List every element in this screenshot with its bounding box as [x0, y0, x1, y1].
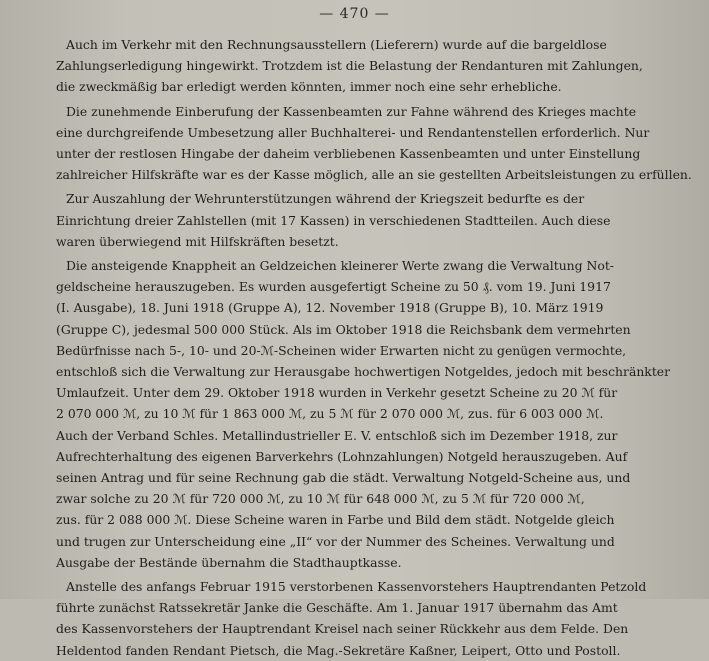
text-line: unter der restlosen Hingabe der daheim verbliebenen Kassenbeamten und unter Einstellung [56, 146, 641, 162]
text-line: Aufrechterhaltung des eigenen Barverkehrs (Lohnzahlungen) Notgeld herauszugeben. Auf [56, 448, 628, 464]
text-line: Heldentod fanden Rendant Pietsch, die Mag.-Sekretäre Kaßner, Leipert, Otto und Postoll. [56, 642, 621, 658]
text-line: führte zunächst Ratssekretär Janke die Geschäfte. Am 1. Januar 1917 übernahm das Amt [56, 600, 618, 616]
text-line: Die zunehmende Einberufung der Kassenbeamten zur Fahne während des Krieges machte [66, 103, 637, 119]
paragraph-emergency-money [56, 255, 704, 573]
text-line: die zweckmäßig bar erledigt werden könnten, immer noch eine sehr erhebliche. [56, 79, 562, 95]
text-line: entschloß sich die Verwaltung zur Herausgabe hochwertigen Notgeldes, jedoch mit beschränkter [56, 364, 671, 380]
text-line: waren überwiegend mit Hilfskräften besetzt. [56, 233, 339, 249]
text-line: des Kassenvorstehers der Hauptrendant Kreisel nach seiner Rückkehr aus dem Felde. Den [56, 621, 629, 637]
paragraph-cashless-payment [56, 34, 704, 98]
paragraph-pay-offices [56, 188, 704, 252]
paragraph-personnel [56, 576, 704, 661]
text-line: eine durchgreifende Umbesetzung aller Buchhalterei- und Rendantenstellen erforderlich. Nur [56, 124, 650, 140]
text-line: geldscheine herauszugeben. Es wurden ausgefertigt Scheine zu 50 ₰. vom 19. Juni 1917 [56, 279, 611, 295]
text-line: Auch der Verband Schles. Metallindustrieller E. V. entschloß sich im Dezember 1918, zur [56, 427, 618, 443]
paragraph-staffing [56, 101, 704, 186]
text-line: zus. für 2 088 000 ℳ. Diese Scheine waren in Farbe und Bild dem städt. Notgelde gleich [56, 512, 615, 528]
text-line: Zur Auszahlung der Wehrunterstützungen während der Kriegszeit bedurfte es der [66, 191, 585, 207]
text-line: zwar solche zu 20 ℳ für 720 000 ℳ, zu 10 ℳ für 648 000 ℳ, zu 5 ℳ für 720 000 ℳ, [56, 491, 585, 507]
text-line: zahlreicher Hilfskräfte war es der Kasse möglich, alle an sie gestellten Arbeitsleistungen zu erfüllen. [56, 167, 692, 183]
text-line: seinen Antrag und für seine Rechnung gab die städt. Verwaltung Notgeld-Scheine aus, und [56, 470, 631, 486]
body-text [56, 34, 704, 661]
text-line: 2 070 000 ℳ, zu 10 ℳ für 1 863 000 ℳ, zu 5 ℳ für 2 070 000 ℳ, zus. für 6 003 000 ℳ. [56, 406, 604, 422]
text-line: Zahlungserledigung hingewirkt. Trotzdem ist die Belastung der Rendanturen mit Zahlungen, [56, 58, 643, 74]
text-line: Auch im Verkehr mit den Rechnungsausstellern (Lieferern) wurde auf die bargeldlose [66, 37, 607, 52]
text-line: Einrichtung dreier Zahlstellen (mit 17 Kassen) in verschiedenen Stadtteilen. Auch diese [56, 212, 611, 228]
text-line: und trugen zur Unterscheidung eine „II“ vor der Nummer des Scheines. Verwaltung und [56, 533, 615, 549]
text-line: Bedürfnisse nach 5-, 10- und 20-ℳ-Scheinen wider Erwarten nicht zu genügen vermochte, [56, 342, 627, 358]
text-line: Umlaufzeit. Unter dem 29. Oktober 1918 wurden in Verkehr gesetzt Scheine zu 20 ℳ für [56, 385, 618, 401]
page-number: — 470 — [319, 6, 390, 22]
text-line: Ausgabe der Bestände übernahm die Stadthauptkasse. [56, 554, 402, 570]
text-line: Anstelle des anfangs Februar 1915 verstorbenen Kassenvorstehers Hauptrendanten Petzold [66, 579, 647, 595]
text-line: (I. Ausgabe), 18. Juni 1918 (Gruppe A), 12. November 1918 (Gruppe B), 10. März 1919 [56, 300, 604, 316]
text-line: Die ansteigende Knappheit an Geldzeichen kleinerer Werte zwang die Verwaltung Not- [66, 258, 614, 274]
text-line: (Gruppe C), jedesmal 500 000 Stück. Als im Oktober 1918 die Reichsbank dem vermehrten [56, 321, 631, 337]
